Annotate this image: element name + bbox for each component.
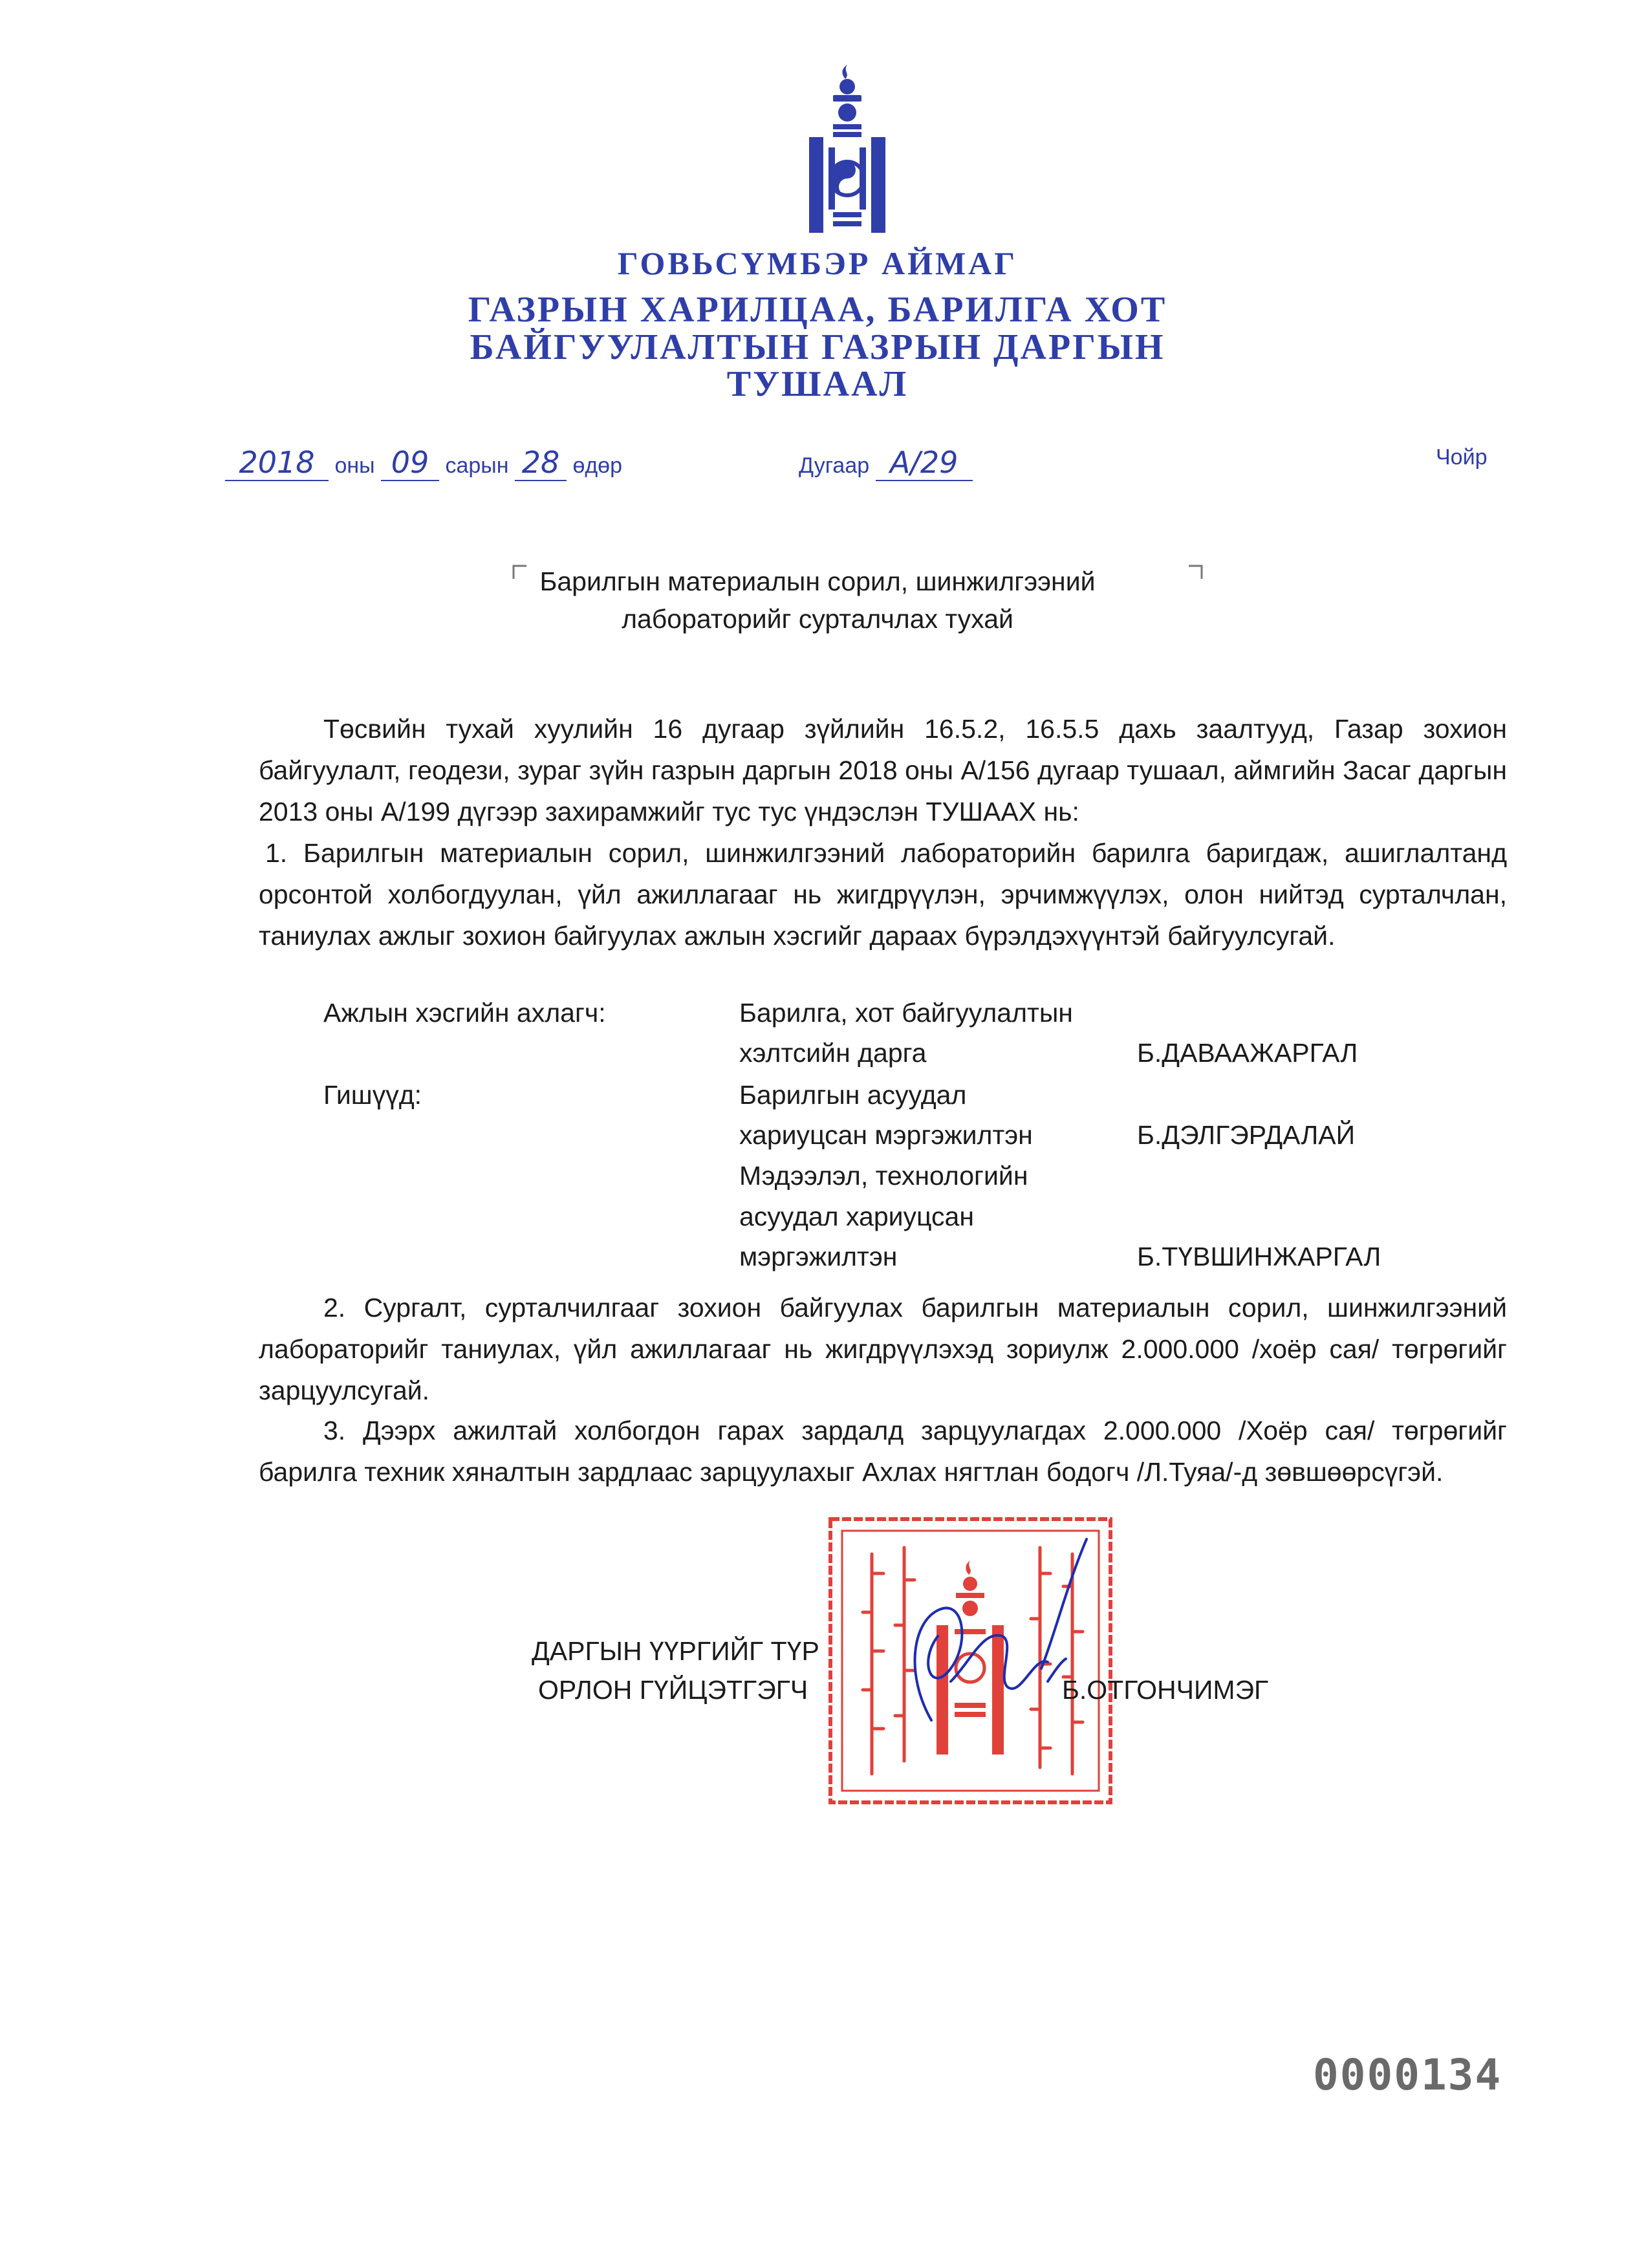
document-type: ТУШААЛ <box>726 364 909 404</box>
year-label: оны <box>334 453 375 478</box>
number-value: А/29 <box>876 445 973 481</box>
member2-position-2: асуудал хариуцсан <box>739 1202 974 1231</box>
date-day: 28 <box>515 445 567 481</box>
body-intro: Төсвийн тухай хуулийн 16 дугаар зүйлийн 16.5.2, 16.5.5 дахь заалтууд, Газар зохион байгуулалт, геодези, зураг зүйн газрын даргын 2018 оны А/156 дугаар тушаал, аймгийн Засаг даргын 2013 оны А/199 дүгээр захирамжийг тус тус үндэслэн ТУШААХ нь: <box>259 714 1507 826</box>
state-emblem <box>805 65 889 233</box>
member1-position-2: хариуцсан мэргэжилтэн <box>739 1120 1033 1150</box>
order-item-3: 3. Дээрх ажилтай холбогдон гарах зардалд зарцуулагдах 2.000.000 /Хоёр сая/ төгрөгийг барилга техник хяналтын зардлаас зарцуулахыг Ахлах нягтлан бодогч /Л.Туяа/-д зөвшөөрсүгэй. <box>259 1416 1507 1487</box>
order-item-2: 2. Сургалт, сурталчилгааг зохион байгуулах барилгын материалын сорил, шинжилгээний лабораторийг таниулах, үйл ажиллагааг нь жигдрүүлэхэд зориулж 2.000.000 /хоёр сая/ төгрөгийг зарцуулсугай. <box>259 1293 1507 1405</box>
members-label: Гишүүд: <box>323 1080 422 1110</box>
member2-position-3: мэргэжилтэн <box>739 1242 898 1271</box>
handwritten-signature <box>893 1533 1099 1746</box>
order-item-1: 1. Барилгын материалын сорил, шинжилгээний лабораторийн барилга баригдаж, ашиглалтанд орсонтой холбогдуулан, үйл ажиллагааг нь жигдрүүлэн, эрчимжүүлэх, олон нийтэд сурталчлан, таниулах ажлыг зохион байгуулах ажлын хэсгийг дараах бүрэлдэхүүнтэй байгуулсугай. <box>259 838 1507 951</box>
member1-position-1: Барилгын асуудал <box>739 1080 967 1110</box>
place: Чойр <box>1436 445 1488 470</box>
date-month: 09 <box>381 445 439 481</box>
date-line <box>225 445 622 481</box>
signatory-name: Б.ОТГОНЧИМЭГ <box>1062 1675 1269 1705</box>
subject-title-line2: лабораторийг сурталчлах тухай <box>622 604 1013 634</box>
aimag-name: ГОВЬСҮМБЭР АЙМАГ <box>617 245 1018 281</box>
leader-label: Ажлын хэсгийн ахлагч: <box>323 998 606 1028</box>
office-name-line1: ГАЗРЫН ХАРИЛЦАА, БАРИЛГА ХОТ <box>468 290 1167 330</box>
leader-name: Б.ДАВААЖАРГАЛ <box>1137 1038 1358 1068</box>
document-serial-number: 0000134 <box>1313 2050 1502 2100</box>
member1-name: Б.ДЭЛГЭРДАЛАЙ <box>1137 1120 1356 1150</box>
order-number <box>799 445 973 481</box>
month-label: сарын <box>445 453 509 478</box>
subject-title-line1: Барилгын материалын сорил, шинжилгээний <box>539 567 1096 596</box>
leader-position-2: хэлтсийн дарга <box>739 1038 927 1068</box>
office-name-line2: БАЙГУУЛАЛТЫН ГАЗРЫН ДАРГЫН <box>470 327 1165 367</box>
member2-name: Б.ТҮВШИНЖАРГАЛ <box>1137 1242 1381 1271</box>
signatory-title-line1: ДАРГЫН ҮҮРГИЙГ ТҮР <box>532 1636 819 1666</box>
number-label: Дугаар <box>799 453 870 478</box>
signatory-title-line2: ОРЛОН ГҮЙЦЭТГЭГЧ <box>538 1675 808 1705</box>
member2-position-1: Мэдээлэл, технологийн <box>739 1161 1028 1191</box>
leader-position-1: Барилга, хот байгуулалтын <box>739 998 1073 1028</box>
date-year: 2018 <box>225 445 329 481</box>
day-label: өдөр <box>572 453 623 478</box>
